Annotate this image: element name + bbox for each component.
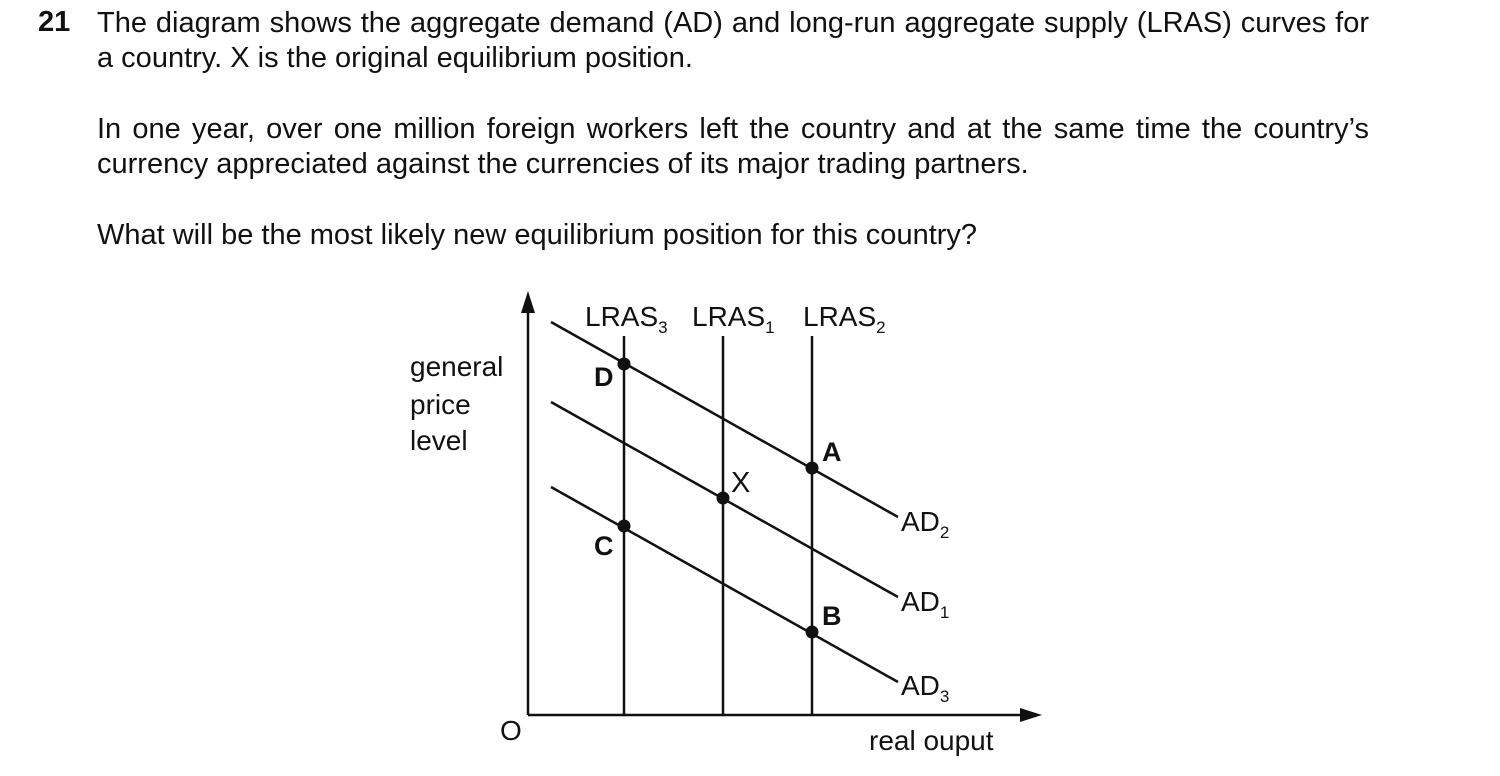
lras1-label: $LRAS_1$ — [692, 301, 775, 337]
point-b-label: B — [822, 601, 842, 631]
question-prompt-text: What will be the most likely new equilibrium position for this country? — [97, 219, 978, 251]
question-number: 21 — [38, 6, 71, 38]
point-d-label: D — [594, 362, 614, 392]
y-axis-label-line2: price — [410, 389, 471, 420]
ad3-line — [551, 487, 898, 682]
point-x-dot — [717, 492, 730, 505]
point-d-dot — [618, 358, 631, 371]
lras2-label: $LRAS_2$ — [803, 301, 886, 337]
question-scenario-text: In one year, over one million foreign workers left the country and at the same time the country’s currency appreciated against the currencies of its major trading partners. — [97, 113, 1369, 180]
point-a-label: A — [822, 437, 842, 467]
y-axis-arrowhead — [521, 291, 535, 313]
question-intro-text: The diagram shows the aggregate demand (AD) and long-run aggregate supply (LRAS) curves for a country. X is the original equilibrium position. — [97, 7, 1369, 74]
x-axis-label: real ouput — [869, 725, 994, 756]
y-axis-label-line1: general — [410, 351, 504, 382]
point-a-dot — [806, 462, 819, 475]
x-axis-arrowhead — [1020, 708, 1042, 722]
point-c-dot — [618, 520, 631, 533]
ad3-label: $AD_3$ — [901, 670, 950, 706]
y-axis-label-line3: level — [410, 425, 468, 456]
point-x-label: X — [731, 467, 751, 499]
ad1-label: $AD_1$ — [901, 586, 950, 622]
origin-label: O — [500, 715, 522, 746]
lras3-label: $LRAS_3$ — [585, 301, 668, 337]
ad2-line — [551, 322, 898, 517]
point-b-dot — [806, 626, 819, 639]
point-c-label: C — [594, 531, 614, 561]
ad2-label: $AD_2$ — [901, 506, 950, 542]
